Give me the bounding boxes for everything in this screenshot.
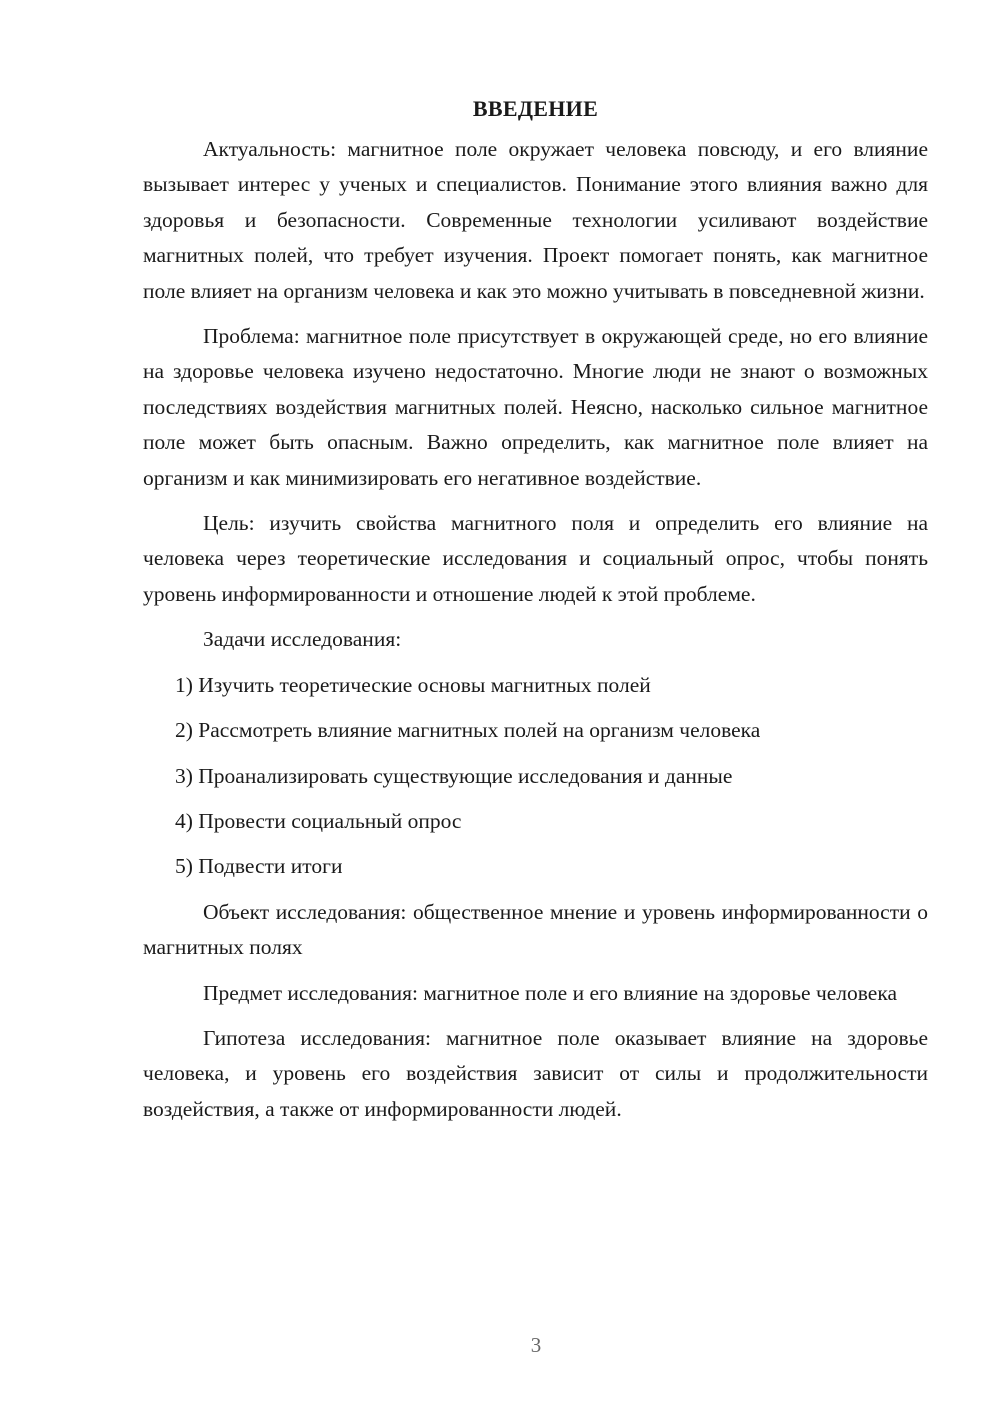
- list-item: 5) Подвести итоги: [175, 854, 343, 879]
- task-list: [143, 668, 928, 885]
- document-page: [143, 92, 928, 1137]
- section-title: ВВЕДЕНИЕ: [472, 96, 599, 121]
- paragraph-subject: Предмет исследования: магнитное поле и его влияние на здоровье человека: [203, 980, 898, 1005]
- paragraph-hypothesis: Гипотеза исследования: магнитное поле оказывает влияние на здоровье человека, и уровень его воздействия зависит от силы и продолжительности воздействия, а также от информированности людей.: [143, 1025, 928, 1121]
- paragraph-relevance: Актуальность: магнитное поле окружает человека повсюду, и его влияние вызывает интерес у ученых и специалистов. Понимание этого влияния важно для здоровья и безопасности. Современные технологии усиливают воздействие магнитных полей, что требует изучения. Проект помогает понять, как магнитное поле влияет на организм человека и как это можно учитывать в повседневной жизни.: [143, 137, 928, 303]
- list-item: 3) Проанализировать существующие исследования и данные: [175, 763, 733, 788]
- paragraph-object: Объект исследования: общественное мнение и уровень информированности о магнитных полях: [143, 899, 928, 960]
- paragraph-problem: Проблема: магнитное поле присутствует в окружающей среде, но его влияние на здоровье человека изучено недостаточно. Многие люди не знают о возможных последствиях воздействия магнитных полей. Неясно, насколько сильное магнитное поле может быть опасным. Важно определить, как магнитное поле влияет на организм и как минимизировать его негативное воздействие.: [143, 324, 928, 490]
- list-item: 4) Провести социальный опрос: [175, 808, 462, 833]
- list-item: 1) Изучить теоретические основы магнитных полей: [175, 672, 651, 697]
- paragraph-goal: Цель: изучить свойства магнитного поля и определить его влияние на человека через теоретические исследования и социальный опрос, чтобы понять уровень информированности и отношение людей к этой проблеме.: [143, 511, 928, 606]
- list-item: 2) Рассмотреть влияние магнитных полей на организм человека: [175, 718, 761, 743]
- tasks-heading: Задачи исследования:: [203, 627, 402, 652]
- page-number: 3: [530, 1333, 542, 1357]
